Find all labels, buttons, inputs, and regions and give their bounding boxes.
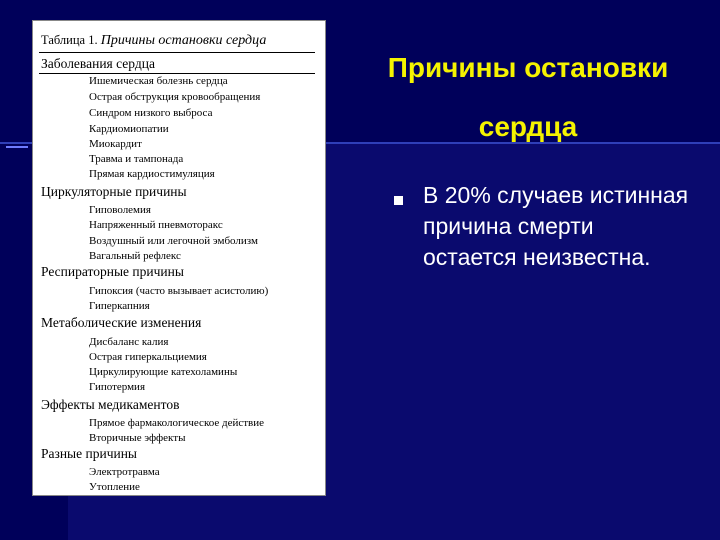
table-row: Циркулирующие катехоламины	[89, 366, 238, 378]
table-caption-label: Таблица 1.	[41, 33, 98, 47]
table-row: Вагальный рефлекс	[89, 250, 181, 262]
section-heading: Циркуляторные причины	[41, 184, 187, 199]
causes-table	[32, 20, 326, 496]
section-heading: Разные причины	[41, 446, 138, 461]
table-row: Ишемическая болезнь сердца	[89, 75, 228, 87]
slide-divider-accent	[6, 146, 28, 148]
table-row: Кардиомиопатии	[89, 123, 169, 135]
table-header-rule	[39, 73, 315, 74]
table-row: Прямая кардиостимуляция	[89, 168, 215, 180]
table-caption	[41, 33, 266, 49]
table-row: Гипоксия (часто вызывает асистолию)	[89, 285, 269, 297]
table-row: Гипотермия	[89, 381, 145, 393]
bullet-text: В 20% случаев истинная причина смерти остается неизвестна.	[423, 182, 689, 270]
slide-title: Причины остановки сердца	[387, 52, 669, 142]
section-heading: Эффекты медикаментов	[41, 397, 180, 412]
table-caption-title: Причины остановки сердца	[100, 33, 267, 48]
table-row: Дисбаланс калия	[89, 336, 169, 348]
table-row: Синдром низкого выброса	[89, 107, 213, 119]
table-row: Утопление	[89, 481, 140, 493]
table-row: Вторичные эффекты	[89, 432, 186, 444]
section-heading: Заболевания сердца	[41, 56, 155, 71]
table-row: Воздушный или легочной эмболизм	[89, 235, 258, 247]
section-heading: Респираторные причины	[41, 264, 184, 279]
table-row: Острая обструкция кровообращения	[89, 91, 261, 103]
table-row: Острая гиперкальциемия	[89, 351, 207, 363]
table-row: Миокардит	[89, 138, 142, 150]
table-row: Напряженный пневмоторакс	[89, 219, 223, 231]
table-row: Гиповолемия	[89, 204, 151, 216]
table-row: Электротравма	[89, 466, 160, 478]
table-top-rule	[39, 52, 315, 53]
section-heading: Метаболические изменения	[41, 315, 202, 330]
table-row: Гиперкапния	[89, 300, 150, 312]
bullet-square-icon	[394, 196, 403, 205]
table-row: Прямое фармакологическое действие	[89, 417, 265, 429]
table-row: Травма и тампонада	[89, 153, 184, 165]
